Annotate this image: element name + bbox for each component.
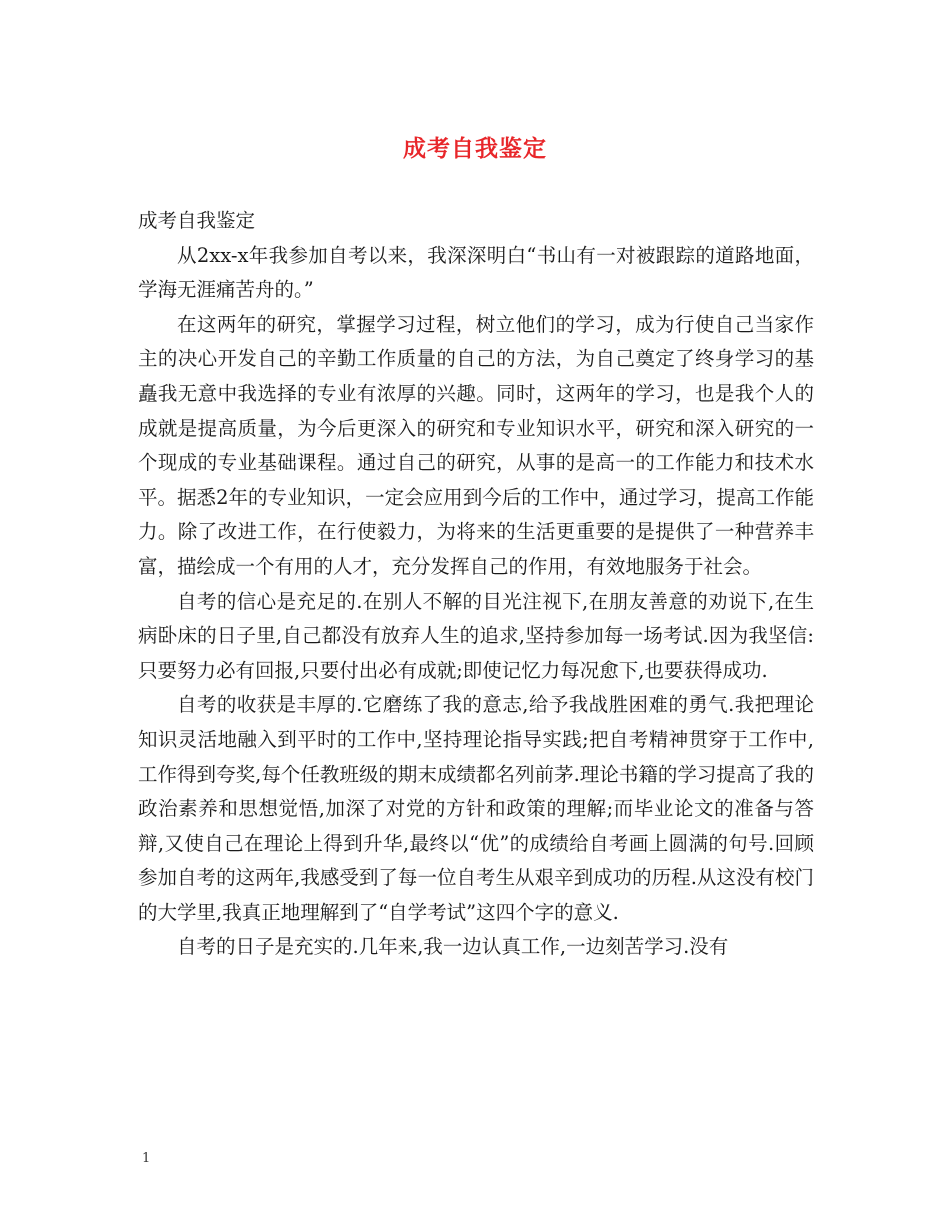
paragraph-2: 在这两年的研究，掌握学习过程，树立他们的学习，成为行使自己当家作主的决心开发自己的辛勤工作质量的自己的方法，为自己奠定了终身学习的基矗我无意中我选择的专业有浓厚的兴趣。同时，这两年的学习，也是我个人的成就是提高质量，为今后更深入的研究和专业知识水平，研究和深入研究的一个现成的专业基础课程。通过自己的研究，从事的是高一的工作能力和技术水平。据悉2年的专业知识，一定会应用到今后的工作中，通过学习，提高工作能力。除了改进工作，在行使毅力，为将来的生活更重要的是提供了一种营养丰富，描绘成一个有用的人才，充分发挥自己的作用，有效地服务于社会。: [138, 312, 814, 578]
document-title: 成考自我鉴定: [403, 135, 547, 162]
paragraph-1: 从2xx-x年我参加自考以来，我深深明白“书山有一对被跟踪的道路地面，学海无涯痛苦舟的。”: [138, 243, 814, 302]
paragraph-5: 自考的日子是充实的.几年来,我一边认真工作,一边刻苦学习.没有: [177, 935, 729, 959]
document-body: [138, 204, 814, 965]
paragraph-4: 自考的收获是丰厚的.它磨练了我的意志,给予我战胜困难的勇气.我把理论知识灵活地融入到平时的工作中,坚持理论指导实践;把自考精神贯穿于工作中,工作得到夸奖,每个任教班级的期末成绩都名列前茅.理论书籍的学习提高了我的政治素养和思想觉悟,加深了对党的方针和政策的理解;而毕业论文的准备与答辩,又使自己在理论上得到升华,最终以“优”的成绩给自考画上圆满的句号.回顾参加自考的这两年,我感受到了每一位自考生从艰辛到成功的历程.从这没有校门的大学里,我真正地理解到了“自学考试”这四个字的意义.: [138, 693, 814, 924]
page-number: 1: [142, 1151, 151, 1166]
paragraph-3: 自考的信心是充足的.在别人不解的目光注视下,在朋友善意的劝说下,在生病卧床的日子里,自己都没有放弃人生的追求,坚持参加每一场考试.因为我坚信:只要努力必有回报,只要付出必有成就;即使记忆力每况愈下,也要获得成功.: [138, 589, 814, 682]
document-subtitle: 成考自我鉴定: [138, 209, 256, 232]
